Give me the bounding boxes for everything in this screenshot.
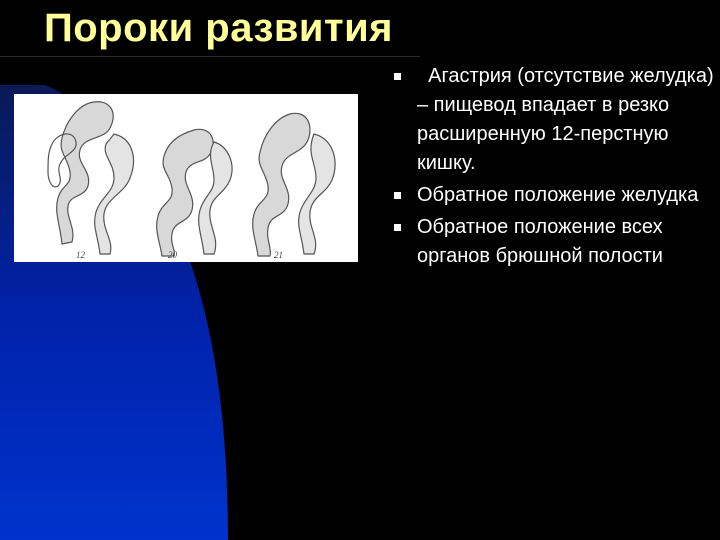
bullet-text: Обратное положение желудка bbox=[417, 184, 699, 206]
square-bullet-icon bbox=[394, 192, 401, 199]
square-bullet-icon bbox=[394, 73, 401, 80]
anatomy-illustration bbox=[14, 94, 358, 262]
bullet-text: Обратное положение всех органов брюшной полости bbox=[417, 216, 663, 267]
title-divider bbox=[0, 56, 420, 57]
bullet-text: Агастрия (отсутствие желудка) – пищевод впадает в резко расширенную 12-перстную кишку. bbox=[417, 65, 720, 174]
slide-title: Пороки развития bbox=[44, 6, 394, 50]
square-bullet-icon bbox=[394, 224, 401, 231]
panel-label-1: 12 bbox=[76, 250, 85, 260]
panel-label-3: 21 bbox=[274, 250, 283, 260]
anatomy-drawings bbox=[14, 94, 358, 262]
bullet-list bbox=[390, 62, 720, 274]
bullet-item-stomach-inversion bbox=[390, 181, 720, 210]
panel-label-2: 20 bbox=[168, 250, 177, 260]
bullet-item-situs-inversus bbox=[390, 213, 720, 271]
bullet-item-agastria bbox=[390, 62, 720, 178]
